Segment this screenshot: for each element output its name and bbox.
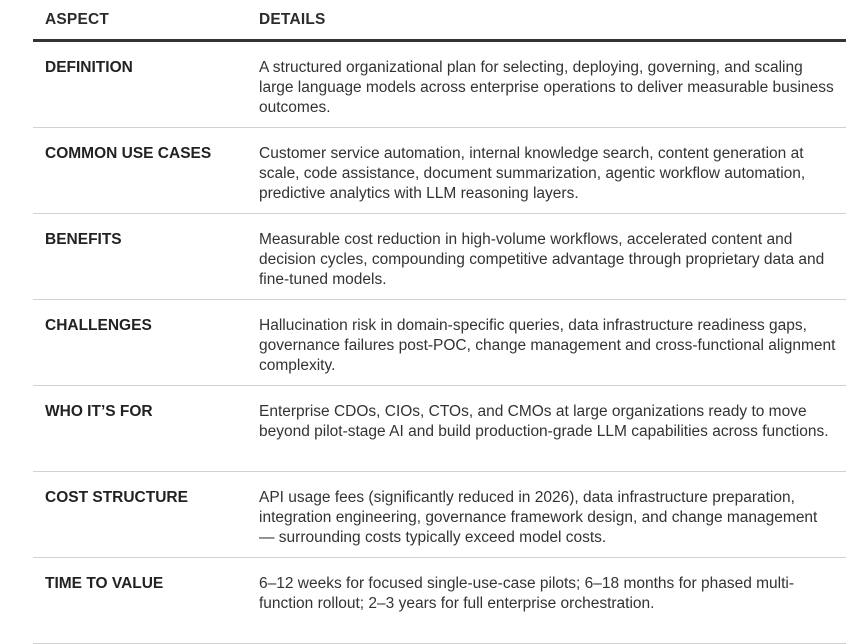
- table-row: [33, 42, 846, 128]
- table-row: [33, 386, 846, 472]
- comparison-table: [33, 0, 846, 644]
- row-details: Customer service automation, internal knowledge search, content generation at scale, code assistance, document summarization, agentic workflow automation, predictive analytics with LLM reasoning layers.: [259, 145, 806, 202]
- row-details: 6–12 weeks for focused single-use-case pilots; 6–18 months for phased multi-function rollout; 2–3 years for full enterprise orchestration.: [259, 575, 795, 612]
- header-aspect: ASPECT: [45, 11, 110, 28]
- table-row: [33, 472, 846, 558]
- row-aspect: CHALLENGES: [45, 317, 152, 334]
- table-row: [33, 300, 846, 386]
- row-aspect: BENEFITS: [45, 231, 122, 248]
- table-header: [33, 0, 846, 42]
- row-aspect: COMMON USE CASES: [45, 145, 212, 162]
- row-details: API usage fees (significantly reduced in 2026), data infrastructure preparation, integration engineering, governance framework design, and change management — surrounding costs typically exceed model costs.: [259, 489, 818, 546]
- row-details: Enterprise CDOs, CIOs, CTOs, and CMOs at large organizations ready to move beyond pilot-stage AI and build production-grade LLM capabilities across functions.: [259, 403, 829, 440]
- header-details: DETAILS: [259, 11, 326, 28]
- row-aspect: TIME TO VALUE: [45, 575, 164, 592]
- table-row: [33, 128, 846, 214]
- table-row: [33, 558, 846, 644]
- row-aspect: DEFINITION: [45, 59, 133, 76]
- row-details: Measurable cost reduction in high-volume workflows, accelerated content and decision cycles, compounding competitive advantage through proprietary data and fine-tuned models.: [259, 231, 825, 288]
- row-aspect: COST STRUCTURE: [45, 489, 188, 506]
- table-row: [33, 214, 846, 300]
- row-details: A structured organizational plan for selecting, deploying, governing, and scaling large language models across enterprise operations to deliver measurable business outcomes.: [259, 59, 834, 116]
- row-aspect: WHO IT’S FOR: [45, 403, 153, 420]
- row-details: Hallucination risk in domain-specific queries, data infrastructure readiness gaps, governance failures post-POC, change management and cross-functional alignment complexity.: [259, 317, 836, 374]
